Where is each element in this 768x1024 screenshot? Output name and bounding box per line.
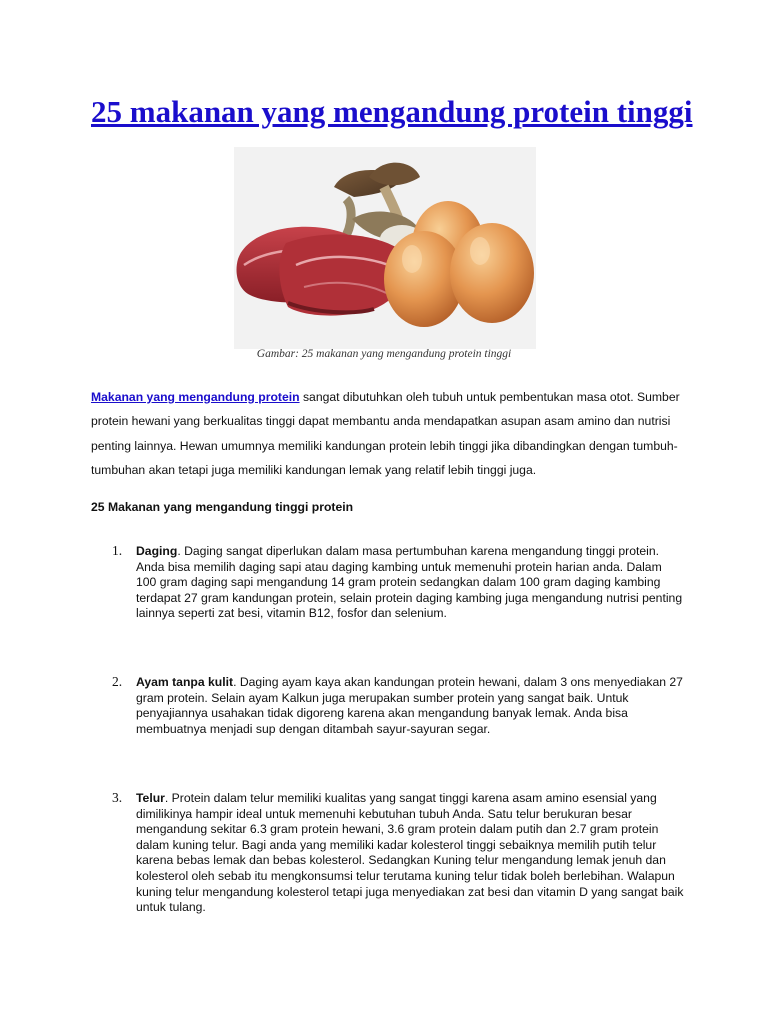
list-item-term: Daging bbox=[136, 544, 178, 558]
list-item-body bbox=[136, 675, 684, 737]
list-item-number: 3. bbox=[112, 790, 123, 805]
intro-link[interactable]: Makanan yang mengandung protein bbox=[91, 390, 300, 404]
list-item-term: Ayam tanpa kulit bbox=[136, 675, 234, 689]
list-item-number: 1. bbox=[112, 543, 123, 558]
list-item-body bbox=[136, 791, 684, 916]
figure-caption: Gambar: 25 makanan yang mengandung protein tinggi bbox=[256, 348, 512, 360]
section-subheading: 25 Makanan yang mengandung tinggi protein bbox=[91, 500, 354, 514]
list-item-text: . Daging ayam kaya akan kandungan protein hewani, dalam 3 ons menyediakan 27 gram protein. Selain ayam Kalkun juga merupakan sumber protein yang sangat baik. Untuk penyajiannya usahakan tidak digoreng karena akan mengandung banyak lemak. Anda bisa membuatnya menjadi sup dengan ditambah sayur-sayuran segar. bbox=[136, 675, 683, 736]
page-title[interactable]: 25 makanan yang mengandung protein tinggi bbox=[91, 94, 693, 129]
intro-text: sangat dibutuhkan oleh tubuh untuk pembentukan masa otot. Sumber protein hewani yang berkualitas tinggi dapat membantu anda mendapatkan asupan asam amino dan nutrisi penting lainnya. Hewan umumnya memiliki kandungan protein lebih tinggi jika dibandingkan dengan tumbuh-tumbuhan akan tetapi juga memiliki kandungan lemak yang relatif lebih tinggi juga. bbox=[91, 390, 680, 477]
list-item-text: . Daging sangat diperlukan dalam masa pertumbuhan karena mengandung tinggi protein. Anda bisa memilih daging sapi atau daging kambing untuk memenuhi protein harian anda. Dalam 100 gram daging sapi mengandung 14 gram protein sedangkan dalam 100 gram daging kambing terdapat 27 gram kandungan protein, selain protein daging kambing juga mengandung nutrisi penting lainnya seperti zat besi, vitamin B12, fosfor dan selenium. bbox=[136, 544, 683, 621]
list-item-text: . Protein dalam telur memiliki kualitas yang sangat tinggi karena asam amino esensial yang dimilikinya hampir ideal untuk memenuhi kebutuhan tubuh Anda. Satu telur berukuran besar mengandung sekitar 6.3 gram protein hewani, 3.6 gram protein dalam putih dan 2.7 gram protein dalam kuning telur. Bagi anda yang memiliki kadar kolesterol tinggi sebaiknya memilih putih telur karena bebas lemak dan bebas kolesterol. Sedangkan Kuning telur mengandung lemak jenuh dan kolesterol oleh sebab itu mengkonsumsi telur terutama kuning telur tidak boleh berlebihan. Walapun kuning telur mengandung kolesterol tetapi juga menyediakan zat besi dan vitamin D yang sangat baik untuk tulang. bbox=[136, 791, 684, 915]
food-photo bbox=[234, 147, 536, 349]
list-item-term: Telur bbox=[136, 791, 165, 805]
list-item-number: 2. bbox=[112, 674, 123, 689]
list-item-body bbox=[136, 544, 684, 622]
intro-paragraph bbox=[91, 385, 691, 482]
